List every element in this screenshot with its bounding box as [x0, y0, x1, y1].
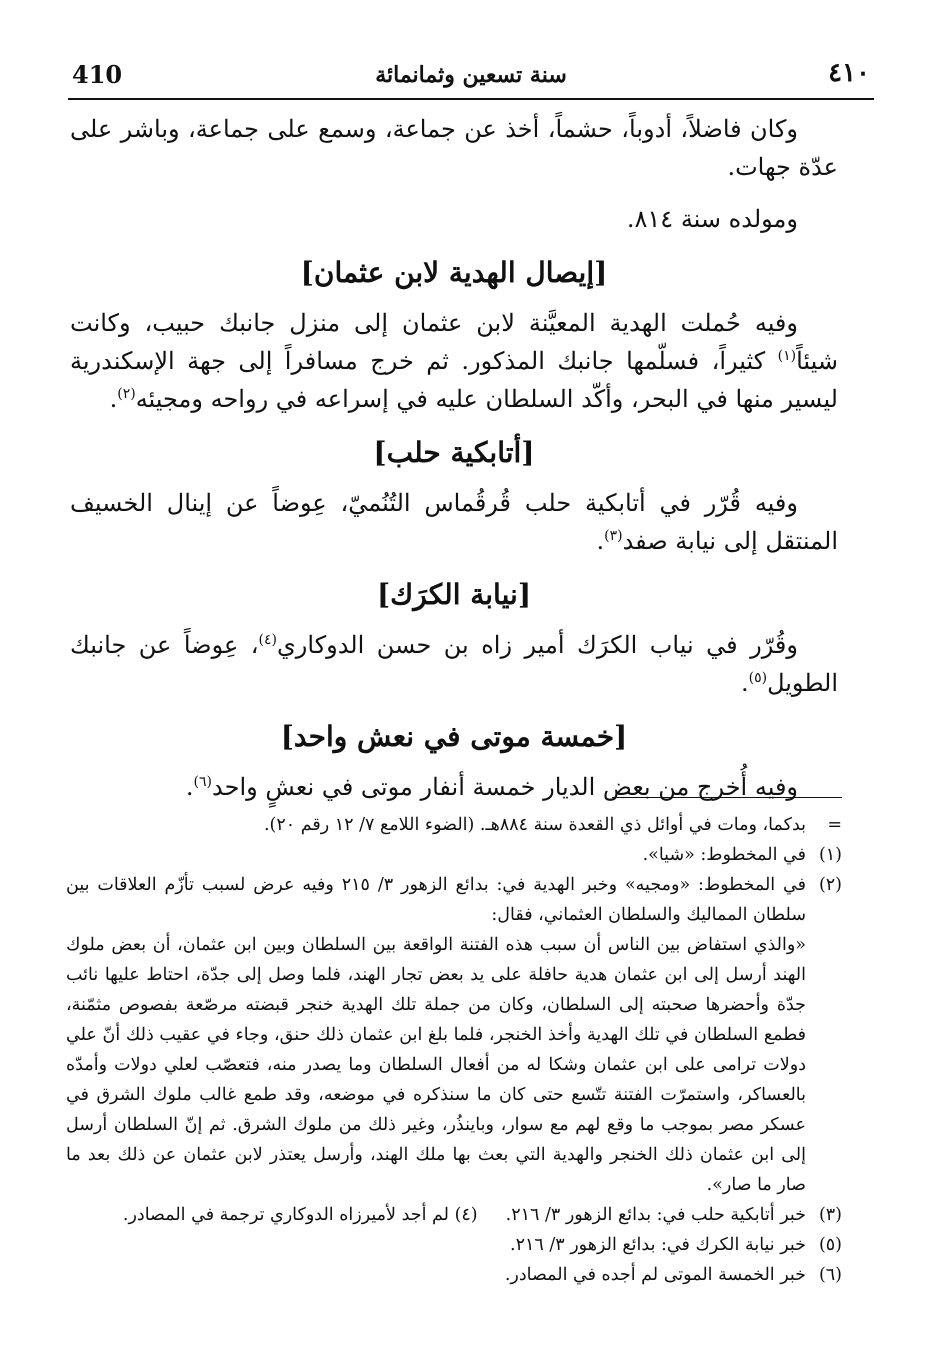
footnote-ref[interactable]: (٥) [748, 670, 768, 686]
paragraph [70, 304, 838, 418]
footnote-2-quote [66, 930, 842, 1200]
footnote-mark: (٥) [818, 1235, 842, 1255]
paragraph: وكان فاضلاً، أدوباً، حشماً، أخذ عن جماعة، وسمع على جماعة، وباشر على عدّة جهات. [70, 115, 838, 181]
paragraph [70, 484, 838, 560]
section-heading: [إيصال الهدية لابن عثمان] [300, 256, 608, 289]
footnote-continuation [66, 810, 842, 840]
footnote-text-intro: في المخطوط: «ومجيه» وخبر الهدية في: بدائع الزهور ٣/ ٢١٥ وفيه عرض لسبب تأزّم العلاقات بين سلطان المماليك والسلطان العثماني، فقال: [66, 875, 806, 925]
text-run: وفيه حُملت الهدية المعيَّنة لابن عثمان إلى منزل جانبك حبيب، وكانت شيئاً [70, 309, 838, 375]
text-run: وفيه أُخرج من بعض الديار خمسة أنفار موتى في نعشٍ واحد [212, 773, 798, 801]
page-header [68, 58, 874, 100]
footnote-5 [66, 1230, 842, 1260]
text-run: . [596, 527, 605, 555]
footnote-1 [66, 840, 842, 870]
footnote-mark: (٦) [818, 1265, 842, 1285]
text-run: . [185, 773, 194, 801]
text-run: . [740, 669, 749, 697]
page-number-arabic: ٤١٠ [828, 58, 870, 88]
text-run: . [109, 385, 118, 413]
text-run: وقُرّر في نياب الكرَك أمير زاه بن حسن الدوكاري [277, 631, 798, 659]
section-heading: [نيابة الكرَك] [376, 578, 532, 611]
footnote-quote: «والذي استفاض بين الناس أن سبب هذه الفتنة الواقعة بين السلطان وبين ابن عثمان، أن بعض ملوك الهند أرسل إلى ابن عثمان هدية حافلة على يد بعض تجار الهند، فلما وصل إلى جدّة، احتاط عليها نائب جدّة وأحضرها صحبته إلى السلطان، وكان من جملة تلك الهدية خنجر قبضته مرصّعة بفصوص مثمّنة، فطمع السلطان في تلك الهدية وأخذ الخنجر، فلما بلغ ابن عثمان ذلك حنق، وجاء في عقيب ذلك أنّ علي دولات ترامى على ابن عثمان وشكا له من أفعال السلطان وما يصدر منه، فتعصّب لعلي دولات وأمدّه بالعساكر، واستمرّت الفتنة تتّسع حتى كان ما سنذكره في موضعه، وقد طمع غالب ملوك الشرق في عسكر مصر بموجب ما وقع لهم مع سوار، وباينذُر، وغير ذلك من ملوك الشرق. ثم إنّ السلطان أرسل إلى ابن عثمان ذلك الخنجر والهدية التي بعث بها ملك الهند، وأرسل يعتذر لابن عثمان عن ذلك بعد ما صار ما صار». [66, 935, 806, 1195]
footnote-ref[interactable]: (٤) [258, 632, 277, 648]
footnote-ref[interactable]: (١) [777, 348, 797, 364]
footnote-mark: = [827, 815, 842, 835]
text-run: كثيراً، فسلّمها جانبك المذكور. ثم خرج مسافراً إلى جهة الإسكندرية ليسير منها في البحر، وأكّد السلطان عليه في إسراعه في رواحه ومجيئه [70, 347, 838, 413]
footnote-text: بدكما، ومات في أوائل ذي القعدة سنة ٨٨٤هـ. (الضوء اللامع ٧/ ١٢ رقم ٢٠). [263, 815, 806, 835]
footnote-ref[interactable]: (٣) [604, 528, 623, 544]
footnote-2 [66, 870, 842, 930]
text-run: وفيه قُرّر في أتابكية حلب قُرقُماس التُنُميّ، عِوضاً عن إينال الخسيف المنتقل إلى نيابة صفد [70, 489, 838, 555]
paragraph [70, 626, 838, 702]
footnote-ref[interactable]: (٢) [117, 386, 136, 402]
page-number-latin: 410 [72, 60, 123, 89]
footnote-text: خبر نيابة الكرك في: بدائع الزهور ٣/ ٢١٦. [510, 1235, 806, 1255]
footnote-text: في المخطوط: «شيا». [642, 845, 806, 865]
footnote-text: لم أجد لأميرزاه الدوكاري ترجمة في المصادر. [122, 1205, 449, 1225]
footnotes [66, 810, 842, 1290]
footnote-mark: (١) [818, 845, 842, 865]
main-text [70, 110, 838, 820]
paragraph: ومولده سنة ٨١٤. [626, 205, 798, 233]
text-run: ، عِوضاً عن جانبك الطويل [70, 631, 838, 697]
footnote-text [66, 870, 806, 930]
footnote-separator [612, 797, 842, 798]
running-title: سنة تسعين وثمانمائة [375, 62, 567, 88]
footnote-text: خبر أتابكية حلب في: بدائع الزهور ٣/ ٢١٦. [505, 1205, 806, 1225]
footnote-6 [66, 1260, 842, 1290]
section-heading: [خمسة موتى في نعش واحد] [280, 720, 628, 753]
footnote-mark: (٣) [818, 1205, 842, 1225]
paragraph [70, 768, 838, 806]
footnote-ref[interactable]: (٦) [193, 774, 213, 790]
footnote-mark: (٤) [454, 1205, 478, 1225]
footnote-3-4 [66, 1200, 842, 1230]
section-heading: [أتابكية حلب] [373, 436, 535, 469]
footnote-mark: (٢) [818, 875, 842, 895]
footnote-text: خبر الخمسة الموتى لم أجده في المصادر. [504, 1265, 806, 1285]
